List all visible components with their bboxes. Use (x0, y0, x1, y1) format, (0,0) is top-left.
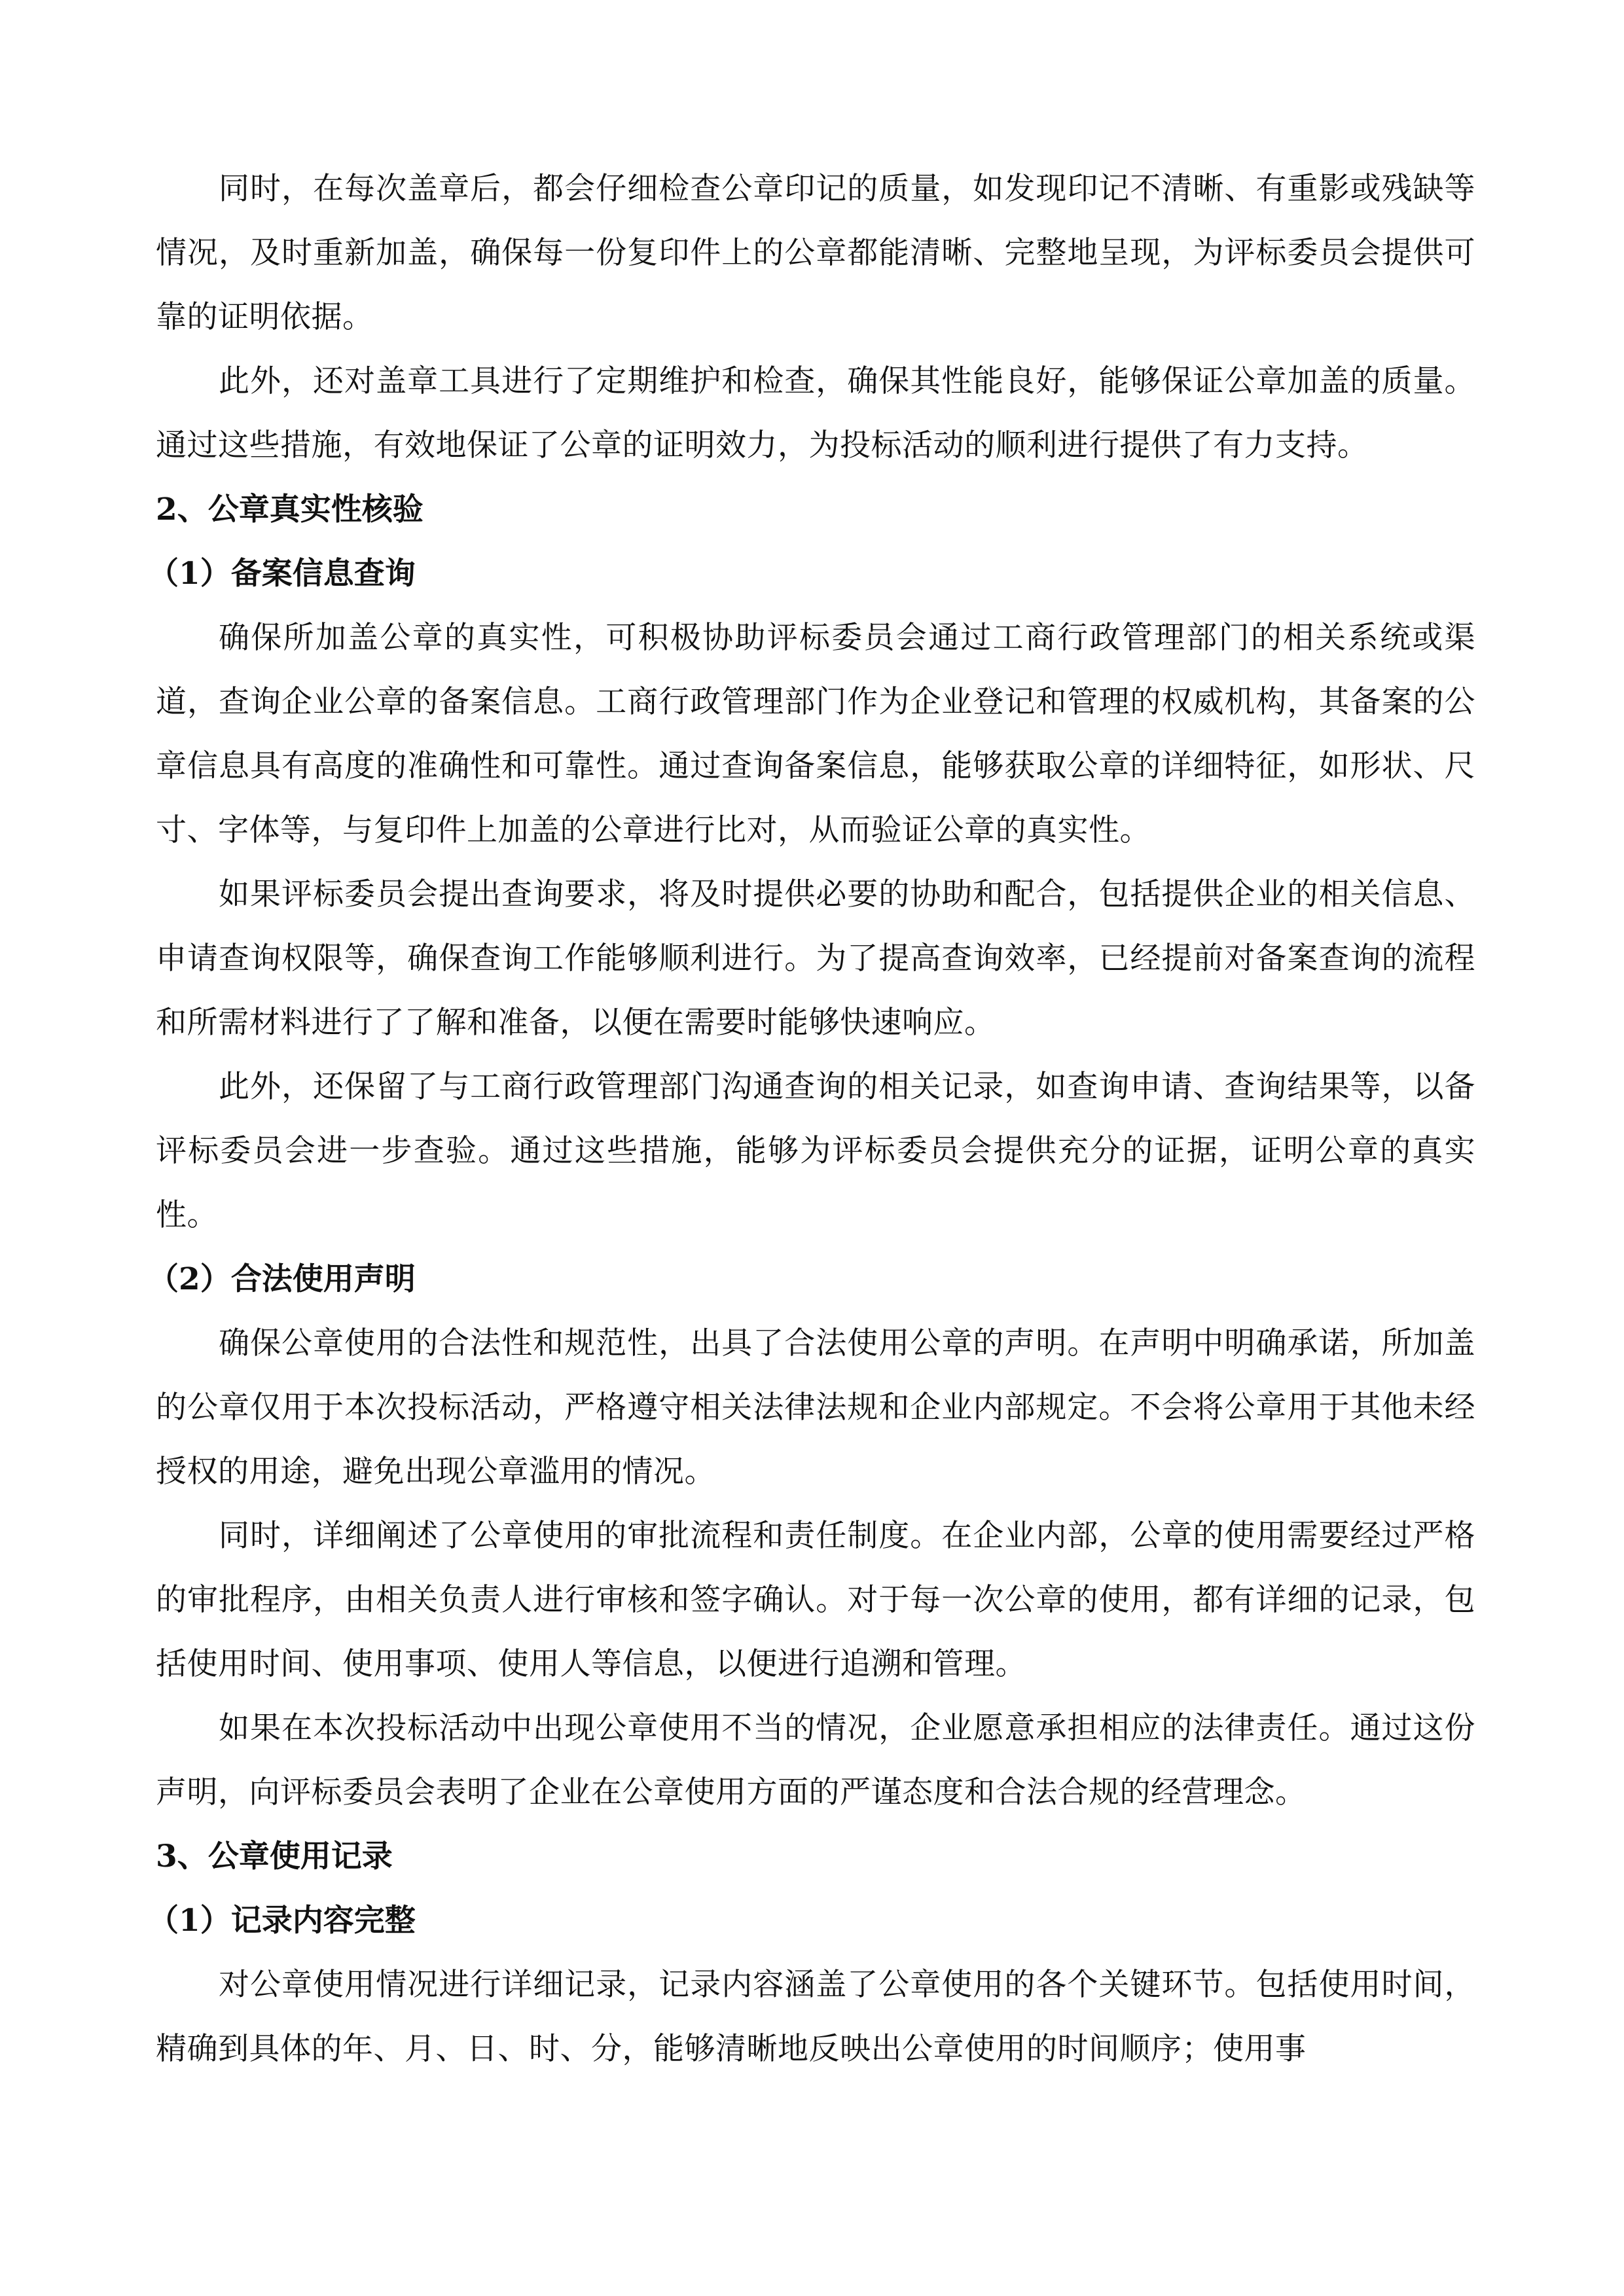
section-heading: 3、公章使用记录 (156, 1839, 393, 1874)
paragraph: 同时，在每次盖章后，都会仔细检查公章印记的质量，如发现印记不清晰、有重影或残缺等情况，及时重新加盖，确保每一份复印件上的公章都能清晰、完整地呈现，为评标委员会提供可靠的证明依据。 (156, 171, 1475, 335)
paragraph: 此外，还保留了与工商行政管理部门沟通查询的相关记录，如查询申请、查询结果等，以备评标委员会进一步查验。通过这些措施，能够为评标委员会提供充分的证据，证明公章的真实性。 (156, 1069, 1475, 1233)
subsection-heading: （1）记录内容完整 (148, 1903, 416, 1939)
paragraph: 此外，还对盖章工具进行了定期维护和检查，确保其性能良好，能够保证公章加盖的质量。通过这些措施，有效地保证了公章的证明效力，为投标活动的顺利进行提供了有力支持。 (156, 363, 1475, 463)
paragraph: 同时，详细阐述了公章使用的审批流程和责任制度。在企业内部，公章的使用需要经过严格的审批程序，由相关负责人进行审核和签字确认。对于每一次公章的使用，都有详细的记录，包括使用时间、使用事项、使用人等信息，以便进行追溯和管理。 (156, 1518, 1475, 1682)
paragraph: 确保所加盖公章的真实性，可积极协助评标委员会通过工商行政管理部门的相关系统或渠道，查询企业公章的备案信息。工商行政管理部门作为企业登记和管理的权威机构，其备案的公章信息具有高度的准确性和可靠性。通过查询备案信息，能够获取公章的详细特征，如形状、尺寸、字体等，与复印件上加盖的公章进行比对，从而验证公章的真实性。 (156, 620, 1475, 848)
subsection-heading: （2）合法使用声明 (148, 1261, 416, 1297)
paragraph: 对公章使用情况进行详细记录，记录内容涵盖了公章使用的各个关键环节。包括使用时间，精确到具体的年、月、日、时、分，能够清晰地反映出公章使用的时间顺序；使用事 (156, 1967, 1475, 2067)
paragraph: 确保公章使用的合法性和规范性，出具了合法使用公章的声明。在声明中明确承诺，所加盖的公章仅用于本次投标活动，严格遵守相关法律法规和企业内部规定。不会将公章用于其他未经授权的用途，避免出现公章滥用的情况。 (156, 1325, 1475, 1490)
document-page (148, 157, 1475, 2081)
paragraph: 如果在本次投标活动中出现公章使用不当的情况，企业愿意承担相应的法律责任。通过这份声明，向评标委员会表明了企业在公章使用方面的严谨态度和合法合规的经营理念。 (156, 1710, 1475, 1810)
section-heading: 2、公章真实性核验 (156, 492, 424, 528)
paragraph: 如果评标委员会提出查询要求，将及时提供必要的协助和配合，包括提供企业的相关信息、申请查询权限等，确保查询工作能够顺利进行。为了提高查询效率，已经提前对备案查询的流程和所需材料进行了了解和准备，以便在需要时能够快速响应。 (156, 876, 1475, 1041)
subsection-heading: （1）备案信息查询 (148, 556, 416, 592)
